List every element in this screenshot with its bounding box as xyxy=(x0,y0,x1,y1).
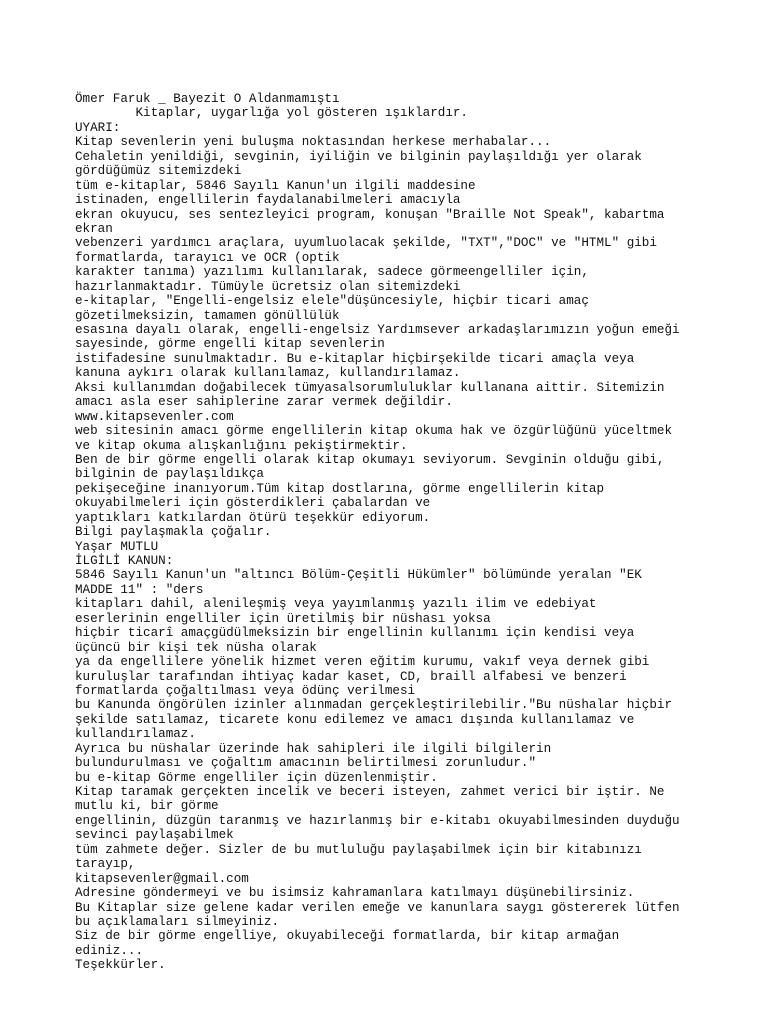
text-line: eserlerinin engelliler için üretilmiş bir nüshası yoksa xyxy=(75,611,491,626)
text-line: amacı asla eser sahiplerine zarar vermek değildir. xyxy=(75,395,453,410)
text-line: Ayrıca bu nüshalar üzerinde hak sahipleri ile ilgili bilgilerin xyxy=(75,741,552,756)
text-line: Kitaplar, uygarlığa yol gösteren ışıklardır. xyxy=(75,106,468,121)
text-line: Siz de bir görme engelliye, okuyabileceği formatlarda, bir kitap armağan xyxy=(75,929,620,944)
text-line: hazırlanmaktadır. Tümüyle ücretsiz olan sitemizdeki xyxy=(75,279,461,294)
text-line: sevinci paylaşabilmek xyxy=(75,828,234,843)
text-line: istinaden, engellilerin faydalanabilmeleri amacıyla xyxy=(75,193,461,208)
text-line: yaptıkları katkılardan ötürü teşekkür ediyorum. xyxy=(75,510,431,525)
text-line: İLGİLİ KANUN: xyxy=(75,554,174,568)
text-line: şekilde satılamaz, ticarete konu edilemez ve amacı dışında kullanılamaz ve xyxy=(75,712,635,727)
text-line: ekran xyxy=(75,221,113,236)
text-line: esasına dayalı olarak, engelli-engelsiz Yardımsever arkadaşlarımızın yoğun emeği xyxy=(75,323,680,337)
text-line: formatlarda, tarayıcı ve OCR (optik xyxy=(75,250,340,265)
text-line: ve kitap okuma alışkanlığını pekiştirmektir. xyxy=(75,438,408,453)
text-line: 5846 Sayılı Kanun'un "altıncı Bölüm-Çeşitli Hükümler" bölümünde yeralan "EK xyxy=(75,568,642,583)
text-line: MADDE 11" : "ders xyxy=(75,582,204,597)
text-line: web sitesinin amacı görme engellilerin kitap okuma hak ve özgürlüğünü yüceltmek xyxy=(75,424,673,439)
text-line: okuyabilmeleri için gösterdikleri çabalardan ve xyxy=(75,496,431,511)
text-line: Cehaletin yenildiği, sevginin, iyiliğin ve bilginin paylaşıldığı yer olarak xyxy=(75,149,642,164)
text-line: sayesinde, görme engelli kitap sevenlerin xyxy=(75,337,385,352)
text-line: hiçbir ticarî amaçgüdülmeksizin bir engellinin kullanımı için kendisi veya xyxy=(75,626,635,641)
text-line: pekişeceğine inanıyorum.Tüm kitap dostlarına, görme engellilerin kitap xyxy=(75,481,605,496)
text-line: kanuna aykırı olarak kullanılamaz, kullandırılamaz. xyxy=(75,366,461,381)
text-line: karakter tanıma) yazılımı kullanılarak, sadece görmeengelliler için, xyxy=(75,265,589,280)
text-line: www.kitapsevenler.com xyxy=(75,409,234,424)
text-line: formatlarda çoğaltılması veya ödünç verilmesi xyxy=(75,683,416,698)
text-line: kitapsevenler@gmail.com xyxy=(75,871,249,886)
text-line: Kitap taramak gerçekten incelik ve beceri isteyen, zahmet verici bir iştir. Ne xyxy=(75,785,665,799)
text-line: tüm zahmete değer. Sizler de bu mutluluğu paylaşabilmek için bir kitabınızı xyxy=(75,842,642,857)
text-line: Bu Kitaplar size gelene kadar verilen emeğe ve kanunlara saygı göstererek lütfen xyxy=(75,900,680,915)
text-line: Yaşar MUTLU xyxy=(75,539,159,554)
text-line: UYARI: xyxy=(75,120,121,135)
text-line: engellinin, düzgün taranmış ve hazırlanmış bir e-kitabı okuyabilmesinden duyduğu xyxy=(75,813,680,828)
text-line: bu Kanunda öngörülen izinler alınmadan gerçekleştirilebilir."Bu nüshalar hiçbir xyxy=(75,698,673,713)
text-line: bilginin de paylaşıldıkça xyxy=(75,467,264,482)
text-line: Kitap sevenlerin yeni buluşma noktasından herkese merhabalar... xyxy=(75,135,552,150)
text-line: bulundurulması ve çoğaltım amacının belirtilmesi zorunludur." xyxy=(75,756,537,771)
text-line: vebenzeri yardımcı araçlara, uyumluolacak şekilde, "TXT","DOC" ve "HTML" gibi xyxy=(75,236,657,251)
text-line: e-kitaplar, "Engelli-engelsiz elele"düşüncesiyle, hiçbir ticari amaç xyxy=(75,294,589,309)
text-line: Ben de bir görme engelli olarak kitap okumayı seviyorum. Sevginin olduğu gibi, xyxy=(75,452,665,467)
text-line: ya da engellilere yönelik hizmet veren eğitim kurumu, vakıf veya dernek gibi xyxy=(75,655,650,670)
text-line: ediniz... xyxy=(75,943,144,958)
text-line: kuruluşlar tarafından ihtiyaç kadar kaset, CD, braill alfabesi ve benzeri xyxy=(75,669,627,684)
text-line: tarayıp, xyxy=(75,857,136,872)
text-line: mutlu ki, bir görme xyxy=(75,799,219,814)
text-line: üçüncü bir kişi tek nüsha olarak xyxy=(75,640,317,655)
text-line: Adresine göndermeyi ve bu isimsiz kahramanlara katılmayı düşünebilirsiniz. xyxy=(75,886,635,901)
text-line: Aksi kullanımdan doğabilecek tümyasalsorumluluklar kullanana aittir. Sitemizin xyxy=(75,380,665,395)
text-line: Bilgi paylaşmakla çoğalır. xyxy=(75,525,272,540)
text-line: kitapları dahil, alenileşmiş veya yayımlanmış yazılı ilim ve edebiyat xyxy=(75,597,597,612)
text-line: Teşekkürler. xyxy=(75,958,166,973)
text-line: ekran okuyucu, ses sentezleyici program, konuşan "Braille Not Speak", kabartma xyxy=(75,207,665,222)
document-text xyxy=(75,92,715,973)
text-line: gördüğümüz sitemizdeki xyxy=(75,164,242,179)
text-line: istifadesine sunulmaktadır. Bu e-kitaplar hiçbirşekilde ticari amaçla veya xyxy=(75,351,635,366)
text-line: tüm e-kitaplar, 5846 Sayılı Kanun'un ilgili maddesine xyxy=(75,178,476,193)
text-line: gözetilmeksizin, tamamen gönüllülük xyxy=(75,308,340,323)
text-line: bu e-kitap Görme engelliler için düzenlenmiştir. xyxy=(75,770,438,785)
text-line: kullandırılamaz. xyxy=(75,727,196,742)
text-line: Ömer Faruk _ Bayezit O Aldanmamıştı xyxy=(75,92,340,106)
text-line: bu açıklamaları silmeyiniz. xyxy=(75,914,280,929)
